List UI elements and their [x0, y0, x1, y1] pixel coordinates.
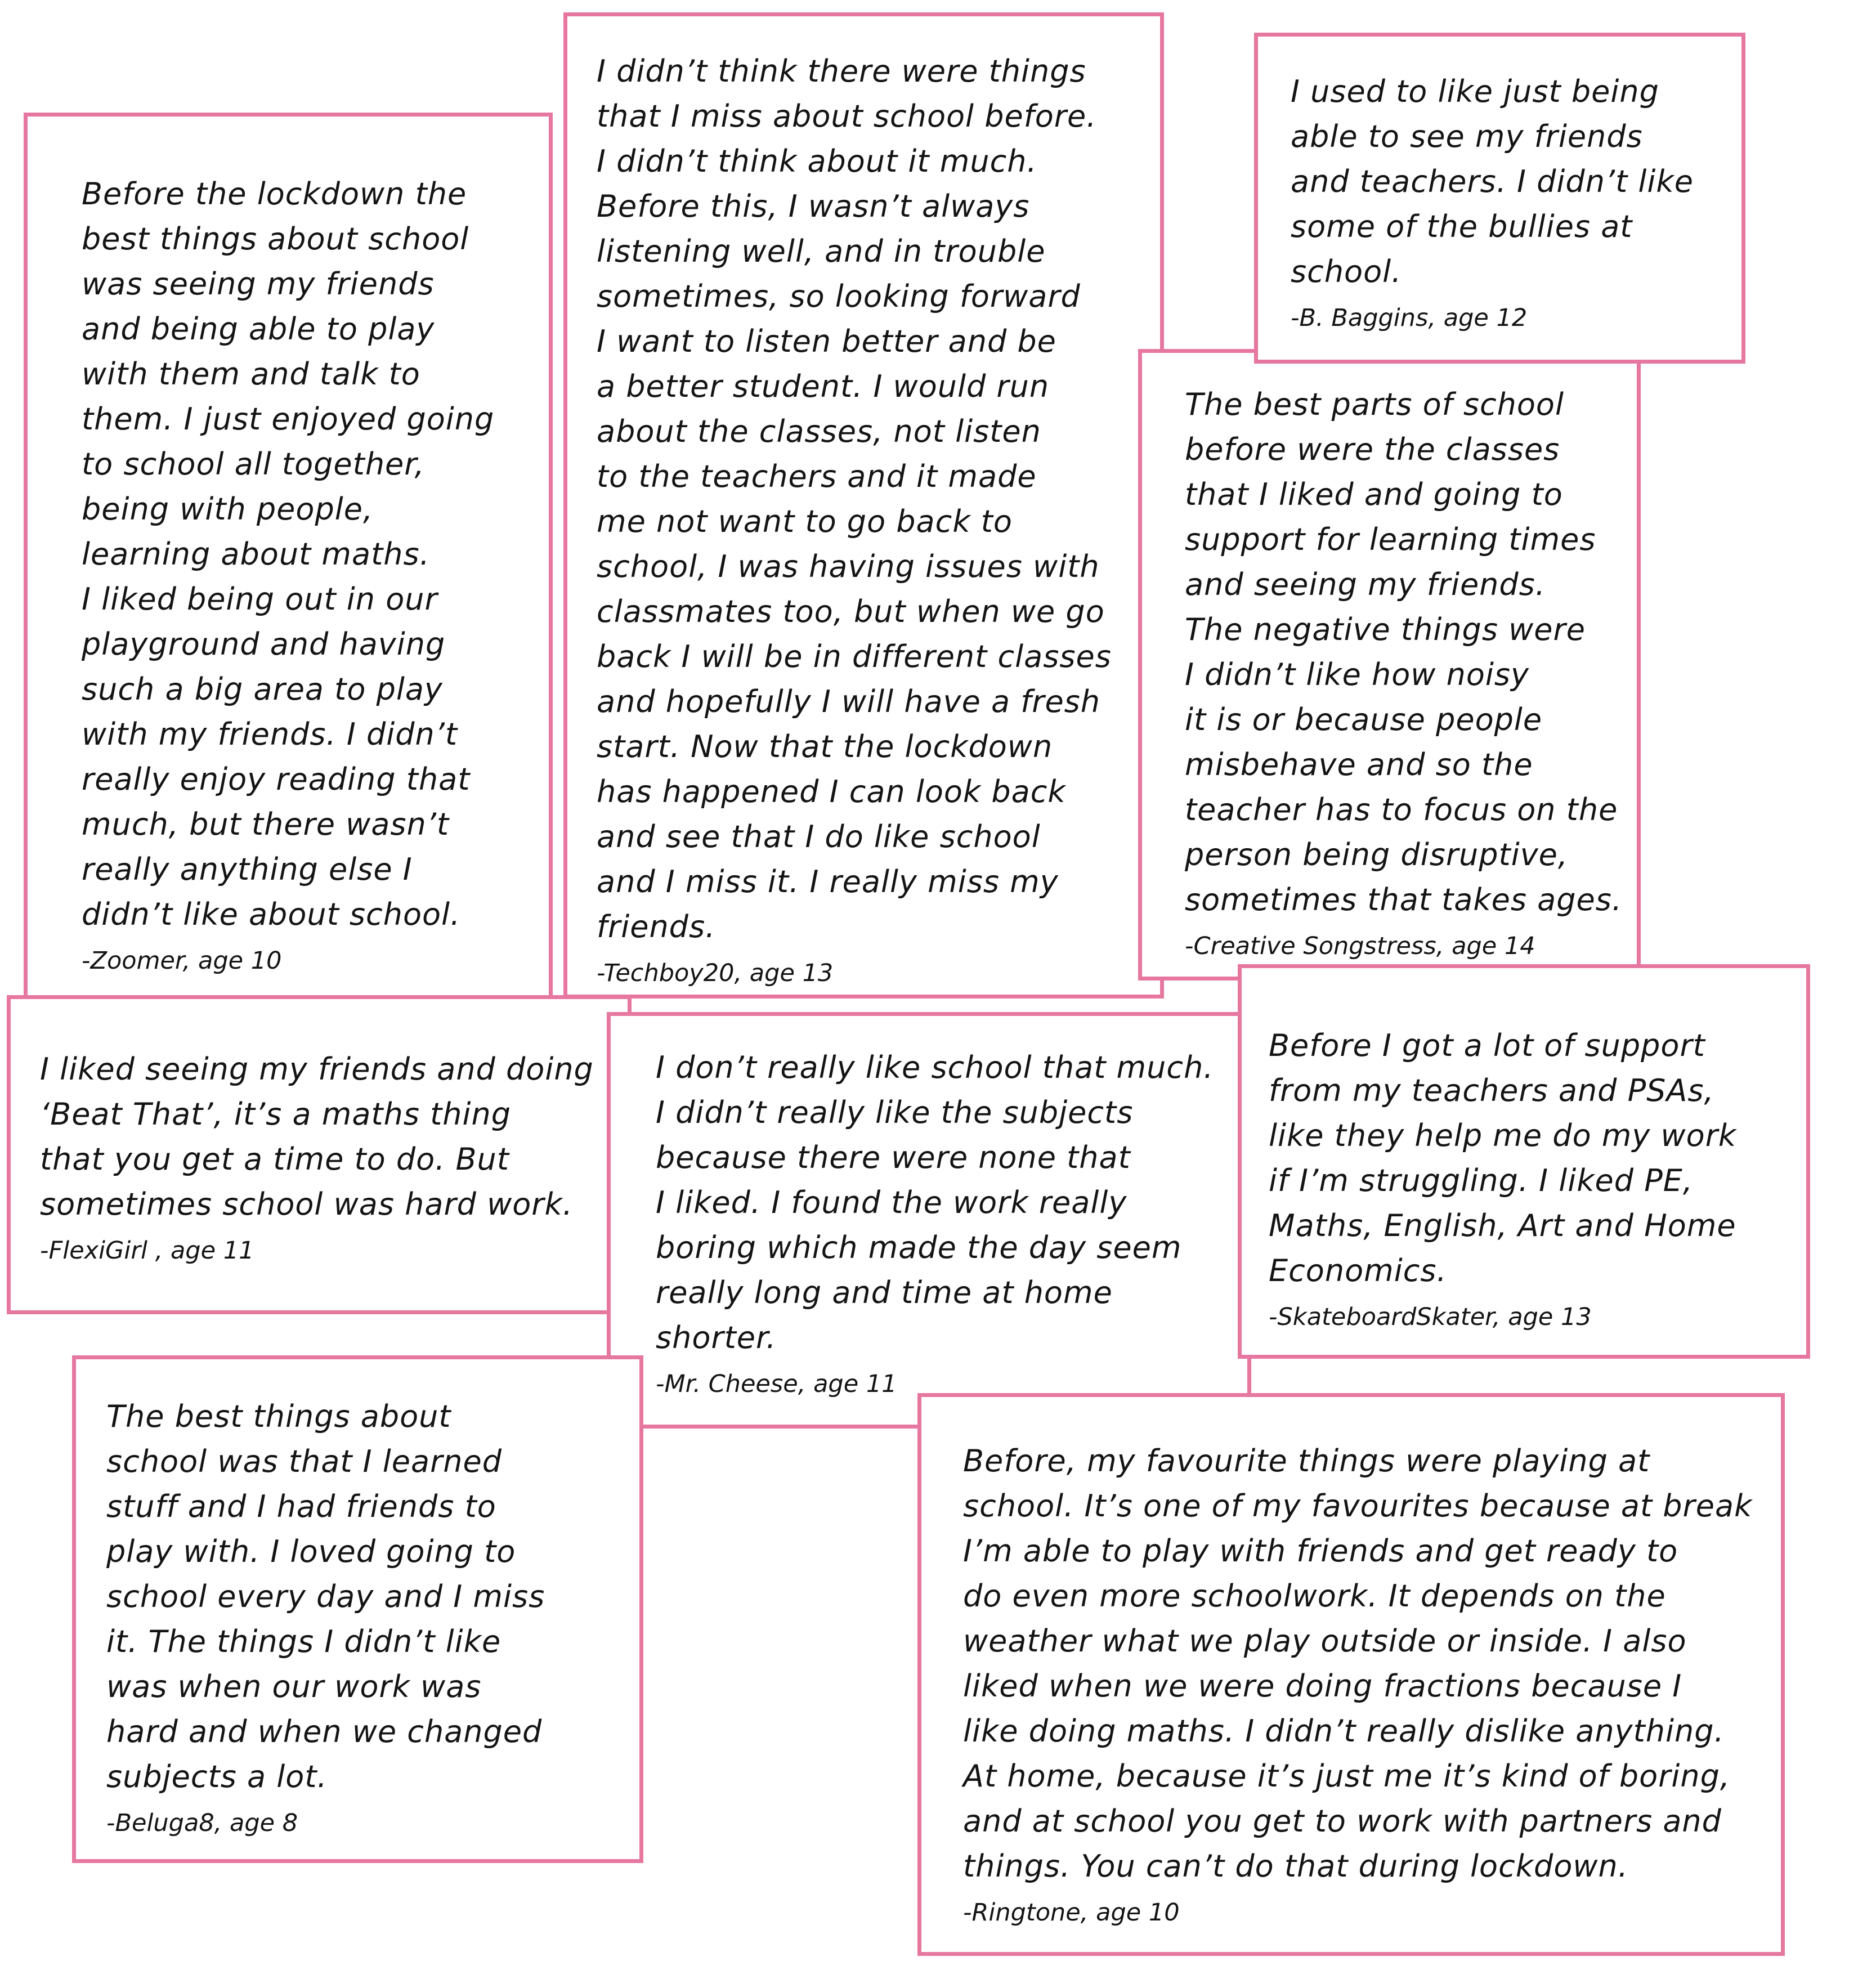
- quote-author: -Zoomer, age 10: [82, 947, 282, 975]
- quote-text: Before I got a lot of support from my teachers and PSAs, like they help me do my work if I’m struggling. I liked PE, Maths, English, Art and Home Economics.: [1269, 1028, 1737, 1288]
- quote-text: I used to like just being able to see my friends and teachers. I didn’t like some of the bullies at school.: [1291, 74, 1694, 289]
- quote-card-zoomer: [24, 113, 553, 1001]
- quote-text: The best things about school was that I learned stuff and I had friends to play with. I loved going to school every day and I miss it. The things I didn’t like was when our work was hard and when we changed subjects a lot.: [106, 1399, 545, 1794]
- quote-author: -SkateboardSkater, age 13: [1269, 1303, 1592, 1331]
- quote-card-ringtone: [917, 1393, 1785, 1956]
- quote-author: -Mr. Cheese, age 11: [656, 1370, 897, 1398]
- quote-text: Before the lockdown the best things about school was seeing my friends and being able to play with them and talk to them. I just enjoyed going to school all together, being with people, learning about maths. I liked being out in our playground and having such a big area to play with my friends. I didn’t really enjoy reading that much, but there wasn’t really anything else I didn’t like about school.: [82, 176, 495, 932]
- quote-text: Before, my favourite things were playing at school. It’s one of my favourites because at break I’m able to play with friends and get ready to do even more schoolwork. It depends on the weather what we play outside or inside. I also liked when we were doing fractions because I like doing maths. I didn’t really dislike anything. At home, because it’s just me it’s kind of boring, and at school you get to work with partners and things. You can’t do that during lockdown.: [963, 1443, 1753, 1884]
- quote-text: I don’t really like school that much. I didn’t really like the subjects because there were none that I liked. I found the work really boring which made the day seem really long and time at home shorter.: [656, 1050, 1214, 1355]
- quote-card-creative-songstress: [1138, 349, 1641, 980]
- quote-author: -B. Baggins, age 12: [1291, 304, 1528, 332]
- quote-text: I liked seeing my friends and doing ‘Beat That’, it’s a maths thing that you get a time to do. But sometimes school was hard work.: [40, 1051, 594, 1222]
- quote-card-flexigirl: [7, 995, 632, 1314]
- quote-text: I didn’t think there were things that I miss about school before. I didn’t think about it much. Before this, I wasn’t always listening well, and in trouble sometimes, so looking forward I want to listen better and be a better student. I would run about the classes, not listen to the teachers and it made me not want to go back to school, I was having issues with classmates too, but when we go back I will be in different classes and hopefully I will have a fresh start. Now that the lockdown has happened I can look back and see that I do like school and I miss it. I really miss my friends.: [597, 53, 1112, 944]
- quote-author: -FlexiGirl , age 11: [40, 1237, 254, 1265]
- quote-card-beluga8: [72, 1355, 643, 1863]
- quote-card-mr-cheese: [607, 1012, 1251, 1429]
- quote-author: -Techboy20, age 13: [597, 959, 834, 987]
- quote-card-b-baggins: [1254, 33, 1745, 364]
- quote-text: The best parts of school before were the classes that I liked and going to support for learning times and seeing my friends. The negative things were I didn’t like how noisy it is or because people misbehave and so the teacher has to focus on the person being disruptive, sometimes that takes ages.: [1185, 387, 1623, 917]
- quote-author: -Ringtone, age 10: [963, 1899, 1180, 1927]
- quote-card-techboy20: [563, 12, 1164, 999]
- quote-author: -Beluga8, age 8: [106, 1809, 298, 1837]
- quote-card-skateboardskater: [1238, 964, 1810, 1359]
- quote-author: -Creative Songstress, age 14: [1185, 932, 1535, 960]
